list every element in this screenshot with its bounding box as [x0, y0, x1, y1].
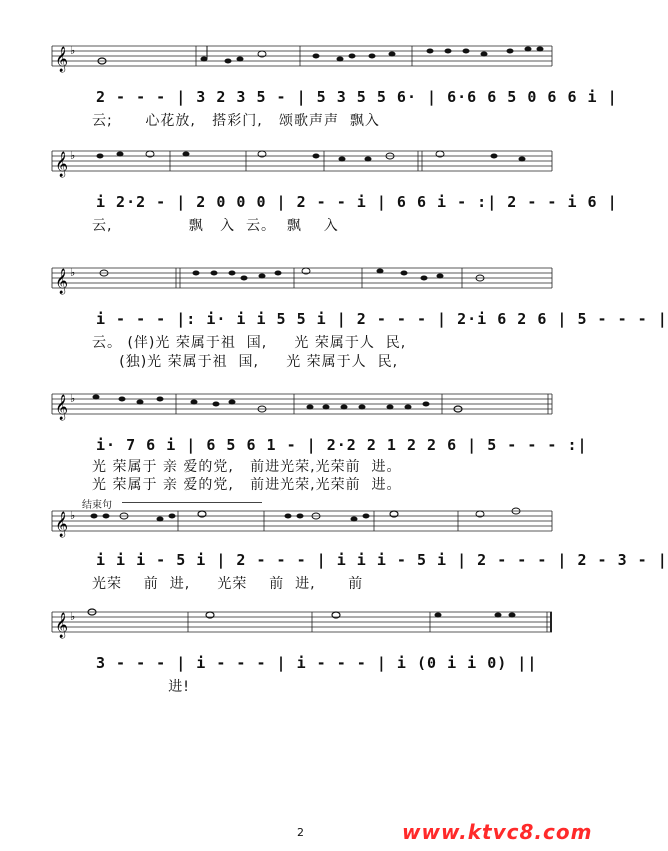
lyric-line-6: 进!: [92, 679, 190, 695]
jianpu-line-4: i· 7 6 i | 6 5 6 1 - | 2·2 2 1 2 2 6 | 5 - - - :|: [96, 436, 588, 454]
flat-icon: ♭: [70, 392, 76, 405]
jianpu-line-1: 2 - - - | 3 2 3 5 - | 5 3 5 5 6· | 6·6 6 5 0 6 6 i |: [96, 88, 618, 106]
lyric-line-5: 光荣 前 进, 光荣 前 进, 前: [92, 576, 364, 592]
jianpu-line-5: i i i - 5 i | 2 - - - | i i i - 5 i | 2 - - - | 2 - 3 - |: [96, 551, 668, 569]
page-number: 2: [297, 826, 304, 839]
treble-clef-icon: 𝄞: [55, 152, 69, 177]
jianpu-line-6: 3 - - - | i - - - | i - - - | i (0 i i 0) ||: [96, 654, 538, 672]
jianpu-line-2: i 2·2 - | 2 0 0 0 | 2 - - i | 6 6 i - :| 2 - - i 6 |: [96, 193, 618, 211]
flat-icon: ♭: [70, 610, 76, 623]
jianpu-line-3: i - - - |: i· i i 5 5 i | 2 - - - | 2·i 6 2 6 | 5 - - - |: [96, 310, 668, 328]
staff-2: [0, 145, 605, 185]
treble-clef-icon: 𝄞: [55, 47, 69, 72]
staff-4: [0, 388, 605, 428]
ending-section-label: 结束句: [82, 496, 112, 511]
treble-clef-icon: 𝄞: [55, 269, 69, 294]
staff-1: [0, 40, 605, 80]
lyric-line-4b: 光 荣属于 亲 爱的党, 前进光荣,光荣前 进。: [92, 477, 402, 493]
treble-clef-icon: 𝄞: [55, 613, 69, 638]
treble-clef-icon: 𝄞: [55, 512, 69, 537]
flat-icon: ♭: [70, 509, 76, 522]
staff-5: [0, 505, 605, 545]
lyric-line-1: 云; 心花放, 搭彩门, 颂歌声声 飘入: [92, 113, 380, 129]
flat-icon: ♭: [70, 266, 76, 279]
lyric-line-3b: (独)光 荣属于祖 国, 光 荣属于人 民,: [92, 354, 399, 370]
lyric-line-2: 云, 飘 入 云。 飘 入: [92, 218, 339, 234]
flat-icon: ♭: [70, 149, 76, 162]
flat-icon: ♭: [70, 44, 76, 57]
lyric-line-3a: 云。 (伴)光 荣属于祖 国, 光 荣属于人 民,: [92, 335, 407, 351]
staff-3: [0, 262, 605, 302]
lyric-line-4a: 光 荣属于 亲 爱的党, 前进光荣,光荣前 进。: [92, 459, 402, 475]
watermark: www.ktvc8.com: [402, 820, 593, 844]
staff-6: [0, 606, 605, 646]
treble-clef-icon: 𝄞: [55, 395, 69, 420]
